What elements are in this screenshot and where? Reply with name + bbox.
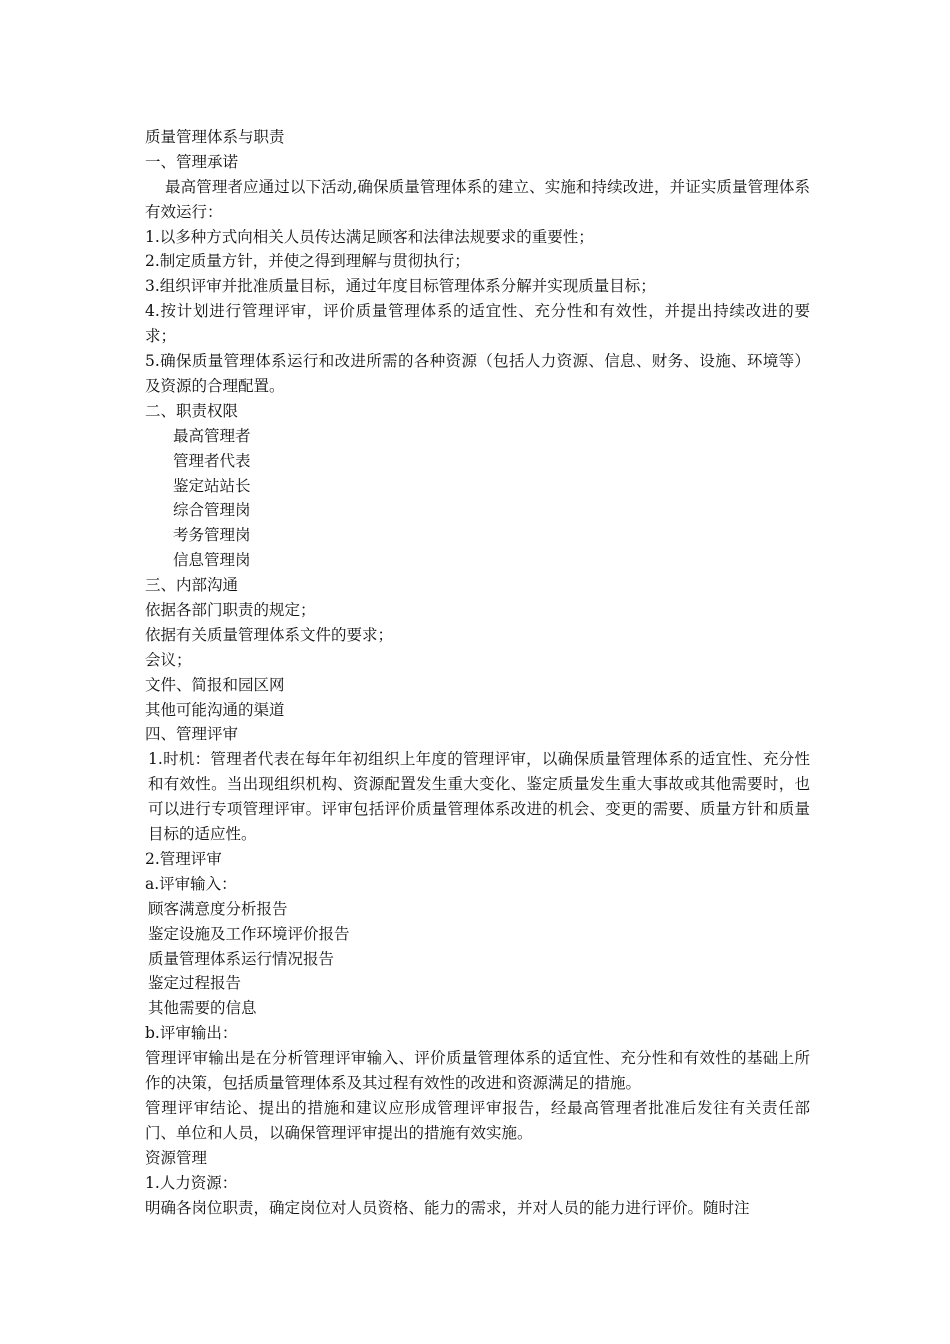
paragraph-human-resources: 明确各岗位职责，确定岗位对人员资格、能力的需求，并对人员的能力进行评价。随时注	[145, 1198, 750, 1217]
list-item: 顾客满意度分析报告	[148, 899, 288, 918]
subheading-human-resources: 1.人力资源：	[145, 1173, 238, 1192]
paragraph-review-output: 管理评审输出是在分析管理评审输入、评价质量管理体系的适宜性、充分性和有效性的基础上所作的决策，包括质量管理体系及其过程有效性的改进和资源满足的措施。	[145, 1049, 810, 1093]
section-heading-communication: 三、内部沟通	[145, 576, 239, 595]
list-item: 质量管理体系运行情况报告	[148, 949, 335, 968]
list-item: 依据有关质量管理体系文件的要求；	[145, 625, 394, 644]
list-item: 2.制定质量方针，并使之得到理解与贯彻执行；	[145, 252, 470, 271]
list-item: 4.按计划进行管理评审，评价质量管理体系的适宜性、充分性和有效性，并提出持续改进的要求；	[145, 302, 810, 346]
list-item: 依据各部门职责的规定；	[145, 601, 316, 620]
subheading-review-output: b.评审输出：	[145, 1024, 238, 1043]
paragraph-review-timing: 1.时机：管理者代表在每年年初组织上年度的管理评审，以确保质量管理体系的适宜性、充分性和有效性。当出现组织机构、资源配置发生重大变化、鉴定质量发生重大事故或其他需要时，也可以进行专项管理评审。评审包括评价质量管理体系改进的机会、变更的需要、质量方针和质量目标的适应性。	[148, 750, 810, 844]
list-item: 鉴定设施及工作环境评价报告	[148, 924, 350, 943]
paragraph-commitment-intro: 最高管理者应通过以下活动,确保质量管理体系的建立、实施和持续改进，并证实质量管理体系有效运行：	[145, 177, 810, 221]
role-item: 信息管理岗	[173, 551, 251, 570]
list-item: 文件、简报和园区网	[145, 675, 285, 694]
role-item: 最高管理者	[173, 426, 251, 445]
role-item: 管理者代表	[173, 451, 251, 470]
list-item: 1.以多种方式向相关人员传达满足顾客和法律法规要求的重要性；	[145, 227, 594, 246]
role-item: 鉴定站站长	[173, 476, 251, 495]
paragraph-review-report: 管理评审结论、提出的措施和建议应形成管理评审报告，经最高管理者批准后发往有关责任部门、单位和人员，以确保管理评审提出的措施有效实施。	[145, 1098, 810, 1142]
list-item: 会议；	[145, 650, 192, 669]
section-heading-resource-management: 资源管理	[145, 1148, 208, 1167]
role-item: 考务管理岗	[173, 526, 251, 545]
section-heading-commitment: 一、管理承诺	[145, 152, 239, 171]
list-item: 5.确保质量管理体系运行和改进所需的各种资源（包括人力资源、信息、财务、设施、环境等）及资源的合理配置。	[145, 352, 810, 395]
subheading-management-review: 2.管理评审	[145, 849, 222, 868]
role-item: 综合管理岗	[173, 501, 251, 520]
section-heading-responsibilities: 二、职责权限	[145, 401, 239, 420]
subheading-review-input: a.评审输入：	[145, 874, 237, 893]
section-heading-management-review: 四、管理评审	[145, 725, 239, 744]
document-title: 质量管理体系与职责	[145, 128, 285, 146]
document-body	[145, 125, 810, 1220]
list-item: 3.组织评审并批准质量目标，通过年度目标管理体系分解并实现质量目标；	[145, 277, 656, 296]
list-item: 鉴定过程报告	[148, 974, 242, 993]
list-item: 其他可能沟通的渠道	[145, 700, 285, 719]
list-item: 其他需要的信息	[148, 999, 257, 1018]
